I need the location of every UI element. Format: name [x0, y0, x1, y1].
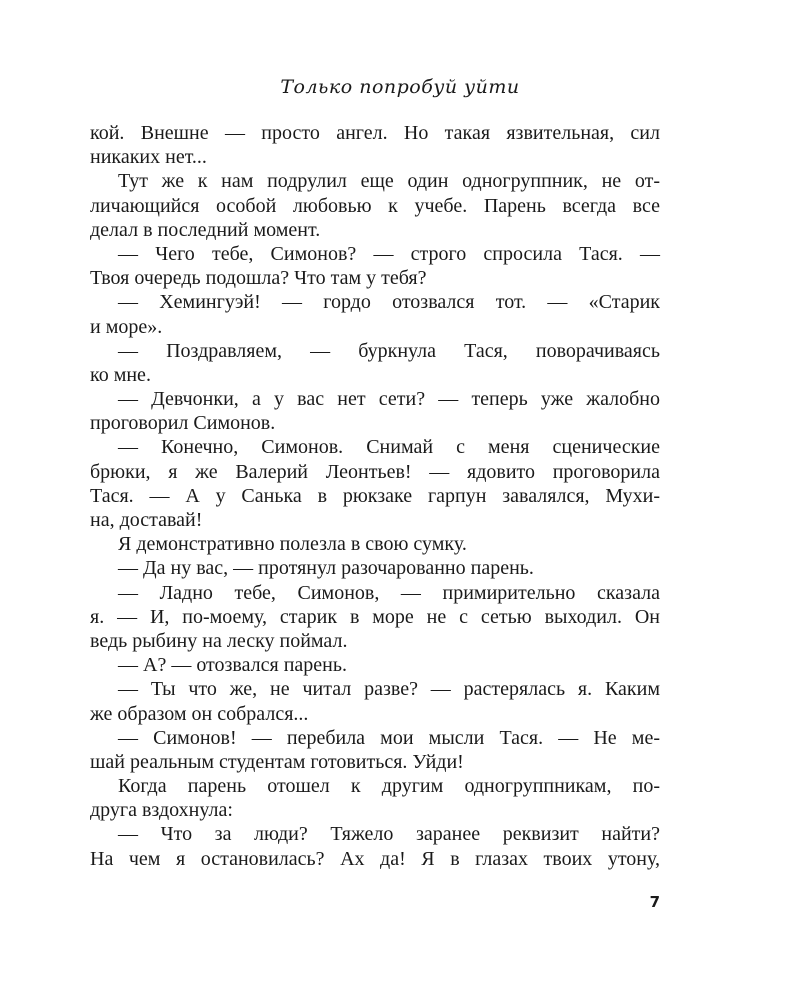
text-line: друга вздохнула: [90, 799, 233, 822]
text-line: ко мне. [90, 363, 151, 386]
text-line: На чем я остановилась? Ах да! Я в глазах твоих утону, [90, 847, 660, 870]
text-line: Тася. — А у Санька в рюкзаке гарпун завалялся, Мухи- [90, 484, 660, 507]
text-line: делал в последний момент. [90, 218, 321, 241]
text-line: я. — И, по-моему, старик в море не с сетью выходил. Он [90, 605, 660, 628]
text-line: — Ты что же, не читал разве? — растерялась я. Каким [118, 678, 660, 701]
text-line: — Конечно, Симонов. Снимай с меня сценические [118, 436, 660, 459]
text-line: проговорил Симонов. [90, 412, 276, 435]
page-number: 7 [649, 893, 660, 911]
text-line: — Симонов! — перебила мои мысли Тася. — Не ме- [118, 726, 660, 749]
text-line: — Девчонки, а у вас нет сети? — теперь уже жалобно [118, 388, 660, 411]
text-line: и море». [90, 315, 163, 338]
text-line: брюки, я же Валерий Леонтьев! — ядовито проговорила [90, 460, 660, 483]
text-line: — Что за люди? Тяжело заранее реквизит найти? [118, 823, 660, 846]
text-line: — Хемингуэй! — гордо отозвался тот. — «Старик [118, 291, 660, 314]
text-line: Тут же к нам подрулил еще один одногруппник, не от- [118, 170, 660, 193]
text-line: кой. Внешне — просто ангел. Но такая язвительная, сил [90, 122, 660, 144]
text-line: же образом он собрался... [90, 702, 309, 725]
text-line: — Да ну вас, — протянул разочарованно парень. [118, 557, 534, 580]
running-head-title: Только попробуй уйти [280, 76, 520, 98]
text-line: Когда парень отошел к другим одногруппникам, по- [118, 775, 660, 798]
text-line: Твоя очередь подошла? Что там у тебя? [90, 267, 427, 290]
text-line: — Ладно тебе, Симонов, — примирительно сказала [118, 581, 660, 604]
body-text [90, 121, 660, 871]
text-line: — Чего тебе, Симонов? — строго спросила Тася. — [118, 242, 660, 265]
text-line: Я демонстративно полезла в свою сумку. [118, 533, 467, 556]
text-line: на, доставай! [90, 509, 203, 531]
text-line: личающийся особой любовью к учебе. Парень всегда все [90, 194, 660, 217]
text-line: никаких нет... [90, 146, 207, 169]
text-line: — Поздравляем, — буркнула Тася, поворачиваясь [118, 339, 660, 362]
text-line: шай реальным студентам готовиться. Уйди! [90, 750, 464, 773]
text-line: ведь рыбину на леску поймал. [90, 629, 348, 652]
text-line: — А? — отозвался парень. [118, 654, 348, 677]
